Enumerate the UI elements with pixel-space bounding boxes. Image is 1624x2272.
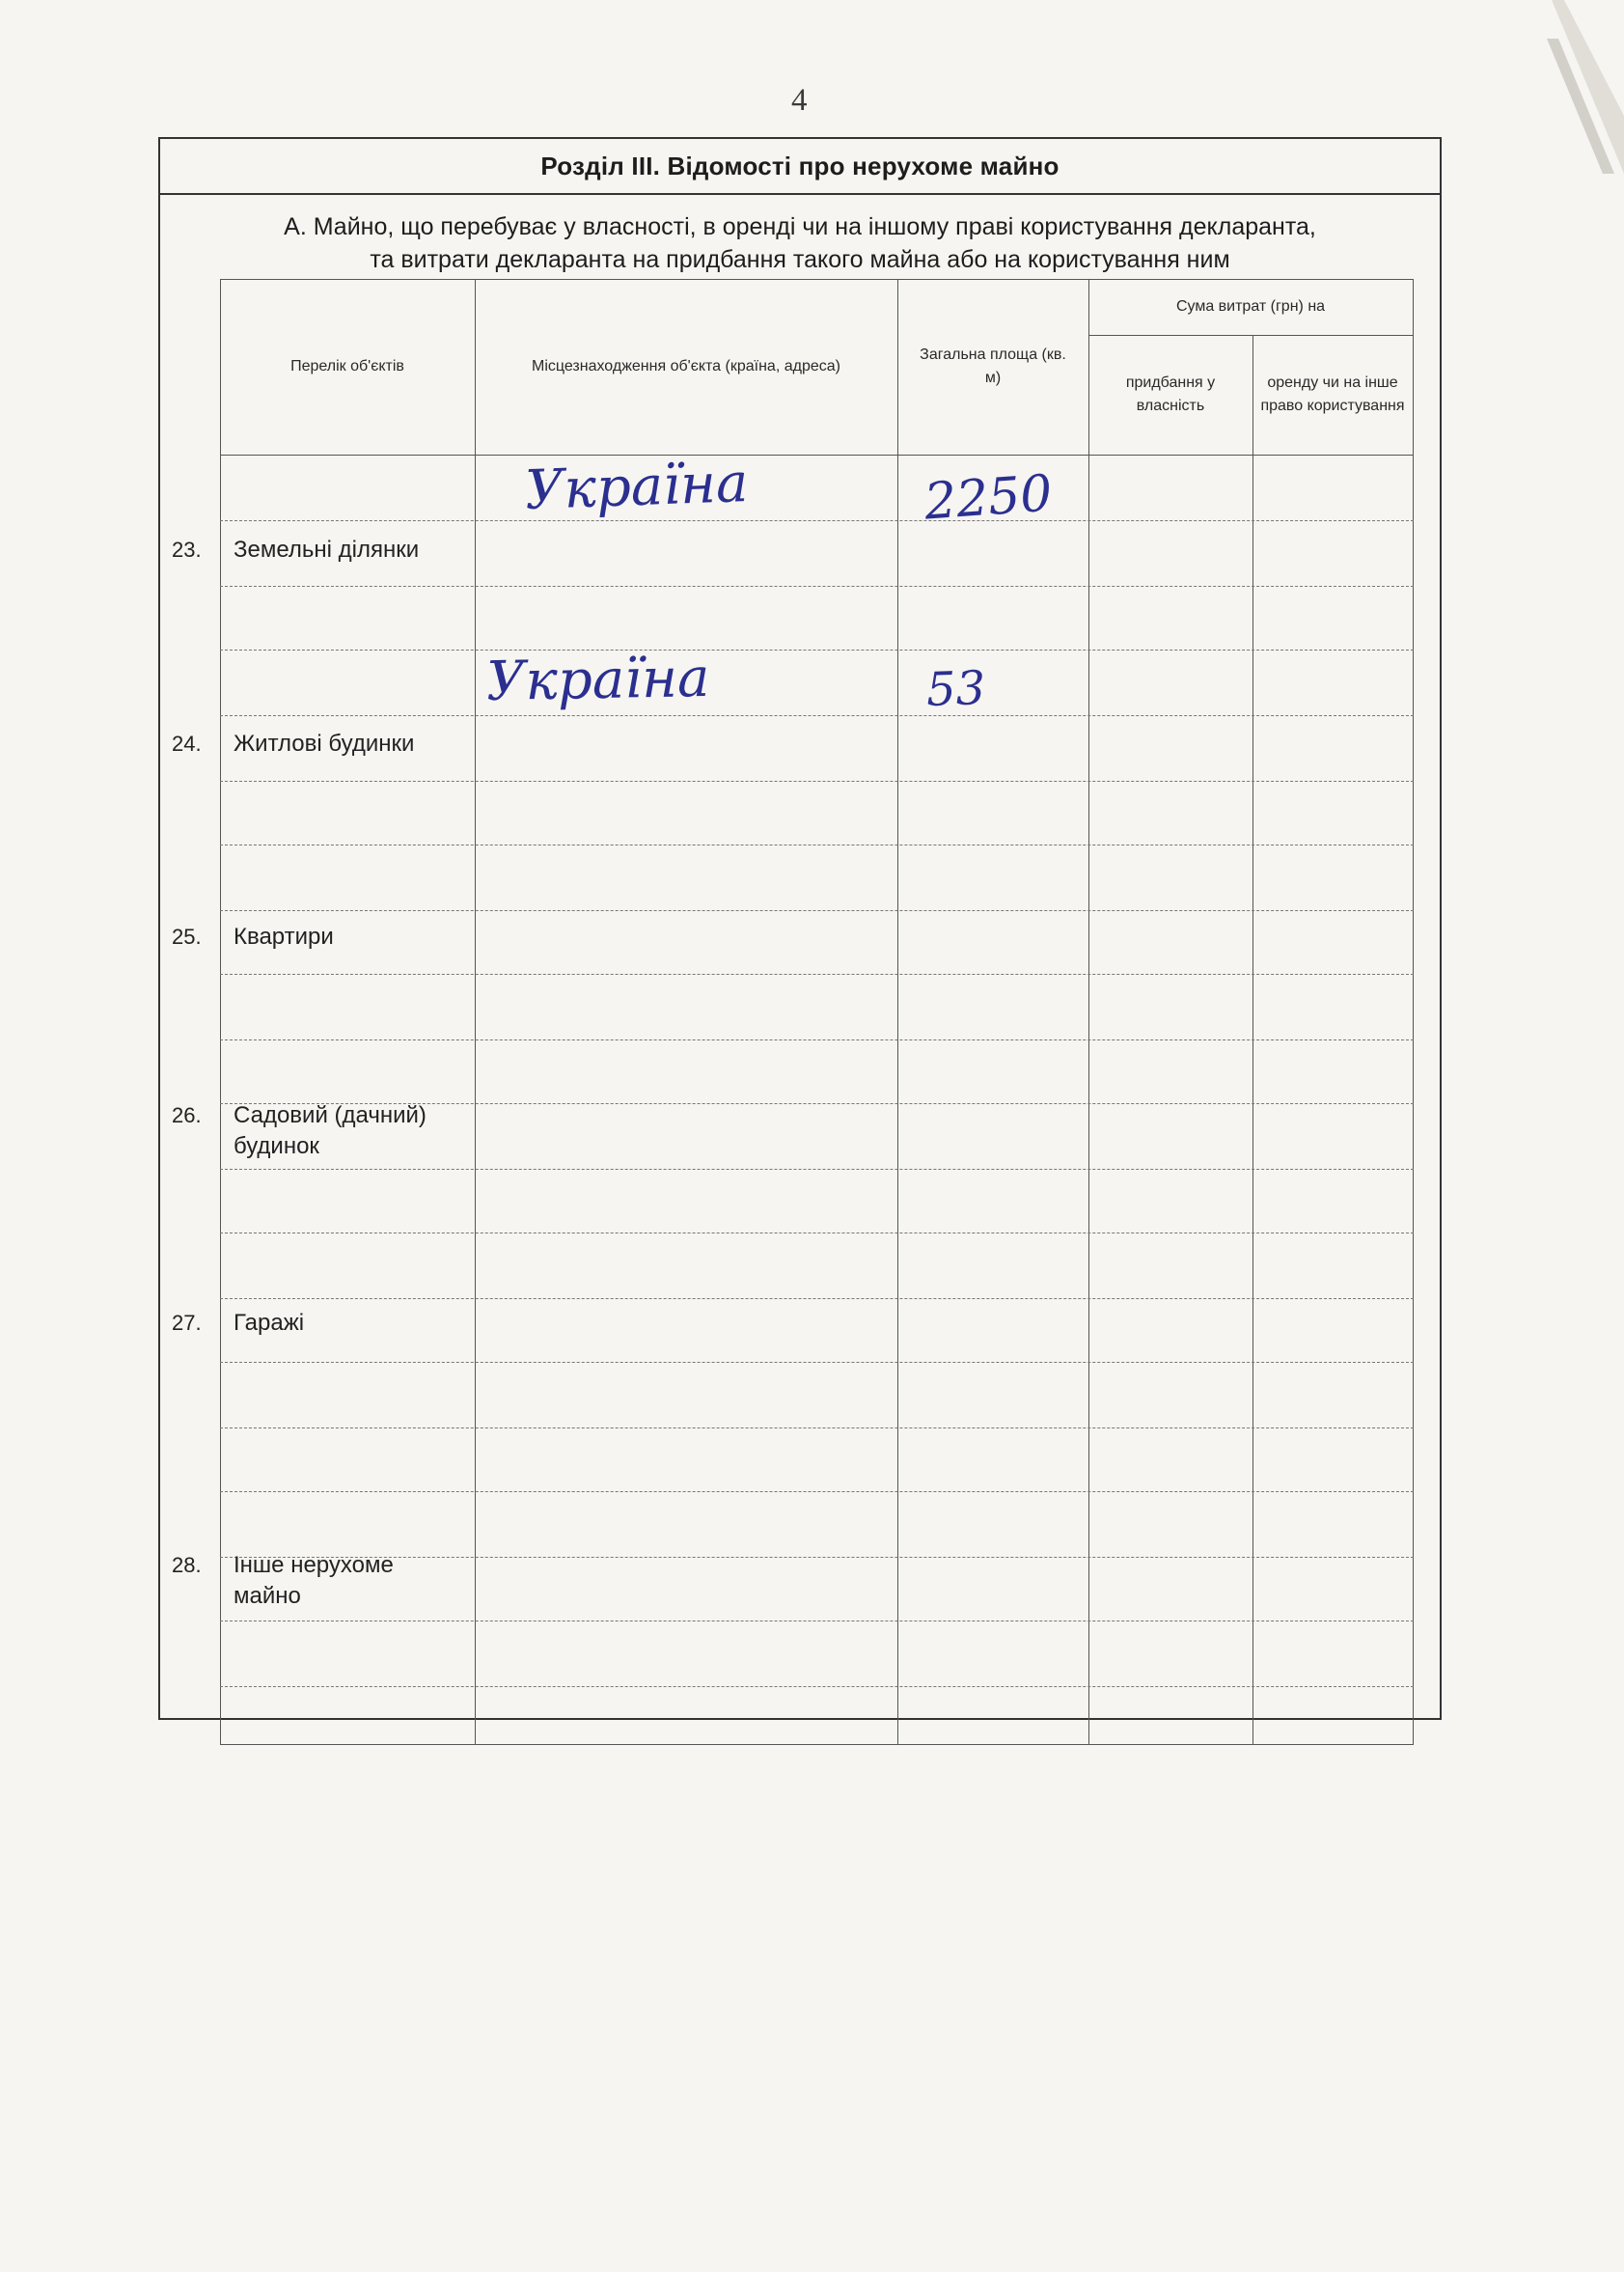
- subsection-text-line1: . Майно, що перебуває у власності, в оренді чи на іншому праві користування декларанта,: [299, 213, 1316, 240]
- row-number: 24.: [172, 732, 202, 756]
- section-title: Розділ III. Відомості про нерухоме майно: [160, 139, 1440, 195]
- row-label: Інше нерухоме майно: [234, 1552, 394, 1609]
- row-number: 25.: [172, 925, 202, 949]
- row-number: 26.: [172, 1103, 202, 1127]
- subsection-letter: А: [284, 213, 300, 240]
- row-label: Земельні ділянки: [234, 537, 420, 563]
- row-label: Гаражі: [234, 1310, 305, 1336]
- handwritten-area: 53: [925, 660, 987, 718]
- handwritten-area: 2250: [922, 464, 1055, 532]
- header-expenses: Сума витрат (грн) на: [1175, 298, 1326, 315]
- row-label: Житлові будинки: [234, 731, 415, 757]
- subsection-text-line2: та витрати декларанта на придбання такого майна або на користування ним: [370, 246, 1230, 273]
- header-purchase: придбання у власність: [1125, 374, 1216, 414]
- scan-artifact: [1547, 0, 1624, 174]
- row-number: 23.: [172, 538, 202, 562]
- header-rent: оренду чи на інше право користування: [1260, 374, 1405, 414]
- header-objects: Перелік об'єктів: [290, 358, 404, 374]
- header-area: Загальна площа (кв. м): [920, 346, 1066, 386]
- row-number: 27.: [172, 1311, 202, 1335]
- header-location: Місцезнаходження об'єкта (країна, адреса): [532, 358, 840, 374]
- page-number: 4: [791, 83, 808, 118]
- row-label: Квартири: [234, 924, 334, 950]
- subsection-heading: [160, 210, 1440, 276]
- row-label: Садовий (дачний) будинок: [234, 1102, 427, 1159]
- row-number: 28.: [172, 1553, 202, 1577]
- handwritten-location: Україна: [485, 646, 710, 714]
- handwritten-location: Україна: [523, 451, 750, 523]
- property-table: [220, 279, 1414, 1745]
